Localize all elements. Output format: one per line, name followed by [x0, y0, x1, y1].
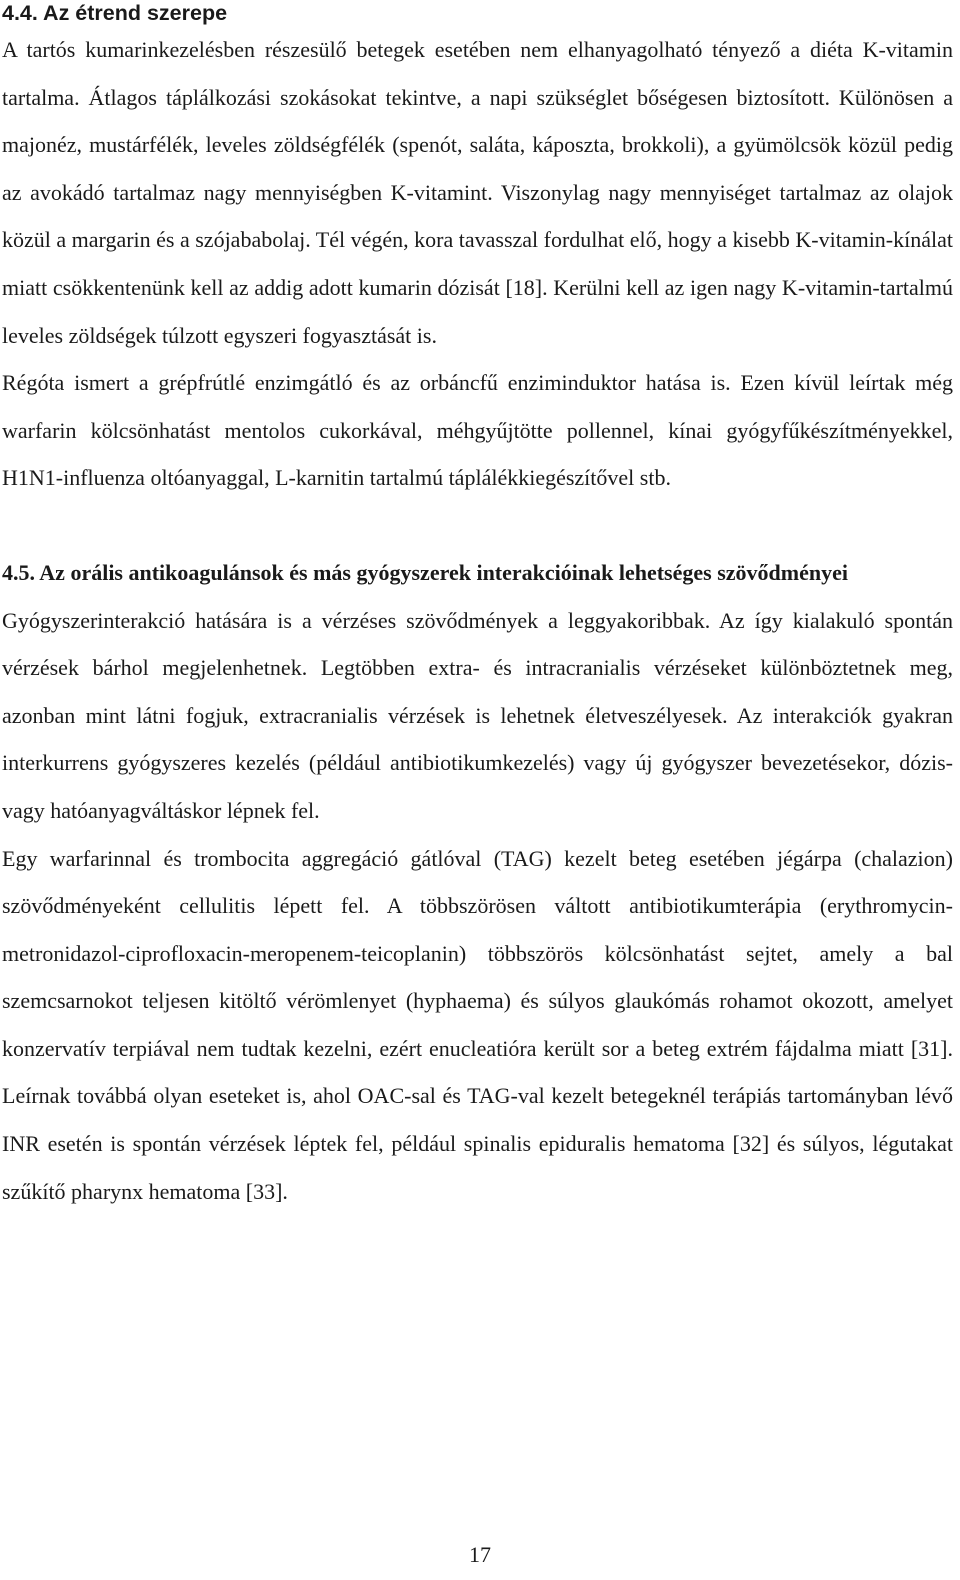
document-page	[2, 0, 953, 1215]
paragraph-diet-vitamin-k: A tartós kumarinkezelésben részesülő betegek esetében nem elhanyagolható tényező a diéta K-vitamin tartalma. Átlagos táplálkozási szokásokat tekintve, a napi szükséglet bőségesen biztosított. Különösen a majonéz, mustárfélék, leveles zöldségfélék (spenót, saláta, káposzta, brokkoli), a gyümölcsök közül pedig az avokádó tartalmaz nagy mennyiségben K-vitamint. Viszonylag nagy mennyiséget tartalmaz az olajok közül a margarin és a szójababolaj. Tél végén, kora tavasszal fordulhat elő, hogy a kisebb K-vitamin-kínálat miatt csökkentenünk kell az addig adott kumarin dózisát [18]. Kerülni kell az igen nagy K-vitamin-tartalmú leveles zöldségek túlzott egyszeri fogyasztását is.	[2, 37, 953, 348]
section-heading-4-4: 4.4. Az étrend szerepe	[2, 1, 228, 25]
paragraph-case-reports: Egy warfarinnal és trombocita aggregáció gátlóval (TAG) kezelt beteg esetében jégárpa (chalazion) szövődményeként cellulitis lépett fel. A többszörösen váltott antibiotikumterápia (erythromycin-metronidazol-ciprofloxacin-meropenem-teicoplanin) többszörös kölcsönhatást sejtet, amely a bal szemcsarnokot teljesen kitöltő vérömlenyet (hyphaema) és súlyos glaukómás rohamot okozott, amelyet konzervatív terpiával nem tudtak kezelni, ezért enucleatióra került sor a beteg extrém fájdalma miatt [31]. Leírnak továbbá olyan eseteket is, ahol OAC-sal és TAG-val kezelt betegeknél terápiás tartományban lévő INR esetén is spontán vérzések léptek fel, például spinalis epiduralis hematoma [32] és súlyos, légutakat szűkítő pharynx hematoma [33].	[2, 845, 953, 1204]
section-spacer	[2, 502, 953, 549]
paragraph-interactions-herbal: Régóta ismert a grépfrútlé enzimgátló és az orbáncfű enziminduktor hatása is. Ezen kívül leírtak még warfarin kölcsönhatást mentolos cukorkával, méhgyűjtötte pollennel, kínai gyógyfűkészítményekkel, H1N1-influenza oltóanyaggal, L-karnitin tartalmú táplálékkiegészítővel stb.	[2, 370, 953, 491]
page-number: 17	[469, 1542, 491, 1567]
paragraph-bleeding-complications: Gyógyszerinterakció hatására is a vérzéses szövődmények a leggyakoribbak. Az így kialakuló spontán vérzések bárhol megjelenhetnek. Legtöbben extra- és intracranialis vérzéseket különböztetnek meg, azonban mint látni fogjuk, extracranialis vérzések is lehetnek életveszélyesek. Az interakciók gyakran interkurrens gyógyszeres kezelés (például antibiotikumkezelés) vagy új gyógyszer bevezetésekor, dózis- vagy hatóanyagváltáskor lépnek fel.	[2, 607, 953, 823]
section-heading-4-5: 4.5. Az orális antikoagulánsok és más gyógyszerek interakcióinak lehetséges szövődményei	[2, 559, 848, 585]
